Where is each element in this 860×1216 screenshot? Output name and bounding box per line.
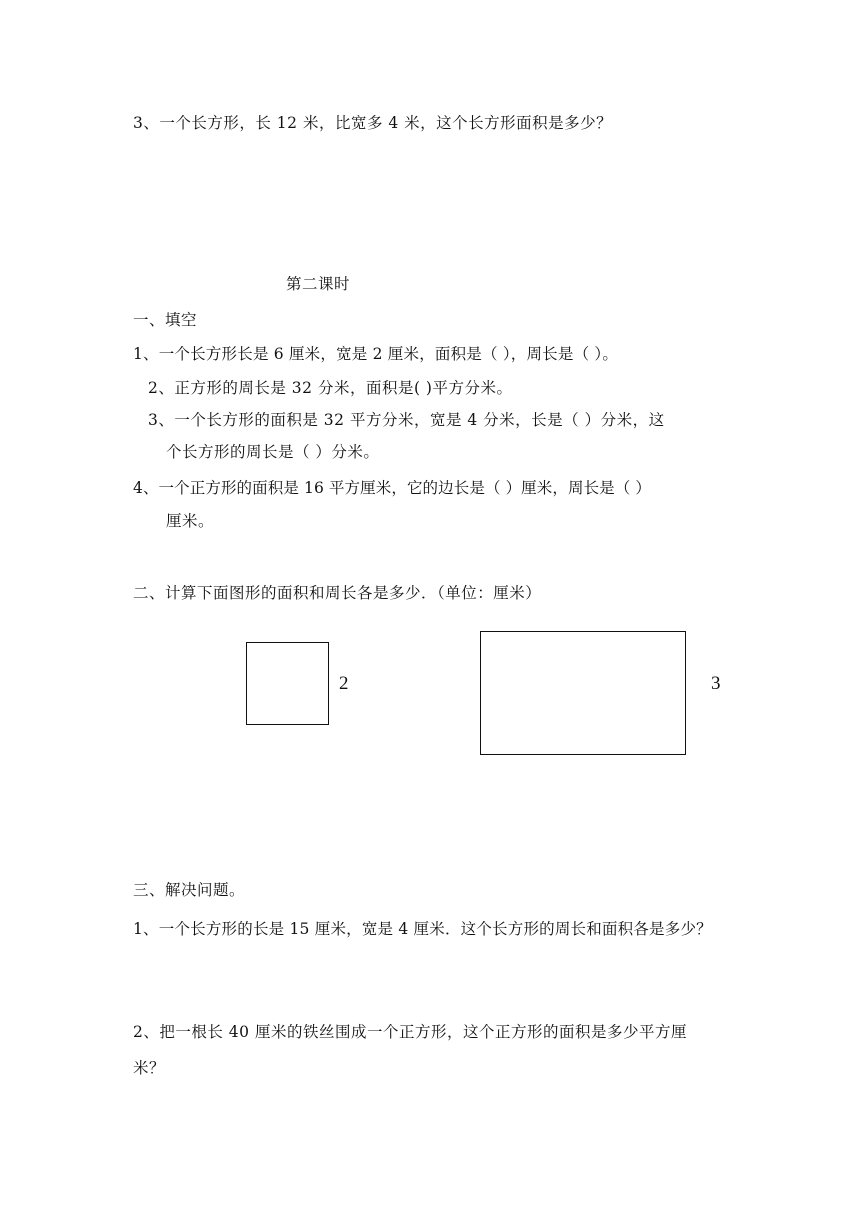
problem-solving-heading: 三、解决问题。: [133, 881, 246, 899]
square-figure: [246, 642, 329, 725]
problem-question-2-line-1: 2、把一根长 40 厘米的铁丝围成一个正方形，这个正方形的面积是多少平方厘: [133, 1023, 687, 1041]
fill-blank-question-4-line-1: 4、一个正方形的面积是 16 平方厘米，它的边长是（ ）厘米，周长是（ ）: [133, 479, 651, 497]
fill-blank-question-1: 1、一个长方形长是 6 厘米，宽是 2 厘米，面积是（ ），周长是（ ）。: [133, 345, 619, 363]
problem-question-1: 1、一个长方形的长是 15 厘米，宽是 4 厘米．这个长方形的周长和面积各是多少？: [133, 920, 712, 938]
lesson-title: 第二课时: [286, 275, 351, 293]
fill-blank-question-4-line-2: 厘米。: [166, 512, 215, 530]
previous-question-3: 3、一个长方形，长 12 米，比宽多 4 米，这个长方形面积是多少？: [133, 114, 613, 132]
fill-blank-question-3-line-2: 个长方形的周长是（ ）分米。: [166, 443, 380, 461]
rectangle-figure: [480, 631, 686, 755]
fill-blank-question-2: 2、正方形的周长是 32 分米，面积是( )平方分米。: [148, 379, 513, 397]
calculation-heading: 二、计算下面图形的面积和周长各是多少．（单位：厘米）: [133, 584, 542, 602]
square-side-label: 2: [339, 673, 349, 694]
rectangle-side-label: 3: [711, 673, 721, 694]
fill-blank-question-3-line-1: 3、一个长方形的面积是 32 平方分米，宽是 4 分米，长是（ ）分米，这: [148, 411, 665, 429]
problem-question-2-line-2: 米？: [133, 1059, 166, 1077]
fill-blank-heading: 一、填空: [133, 311, 198, 329]
